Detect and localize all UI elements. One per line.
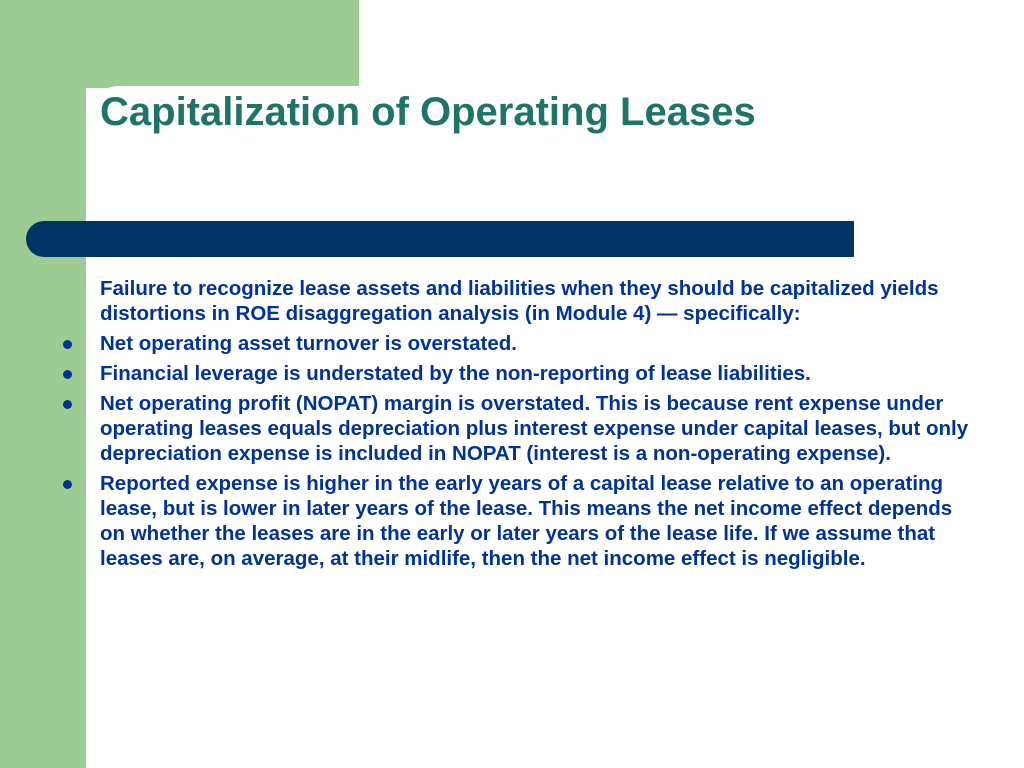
bullet-dot-icon bbox=[63, 480, 72, 489]
intro-paragraph: Failure to recognize lease assets and liabilities when they should be capitalized yields distortions in ROE disaggregation analysis (in Module 4) — specifically: bbox=[100, 277, 939, 325]
slide-title: Capitalization of Operating Leases bbox=[100, 90, 756, 134]
bullet-item bbox=[100, 361, 980, 386]
navy-divider-bar bbox=[26, 221, 854, 257]
bullet-item bbox=[100, 471, 980, 571]
bullet-list bbox=[100, 331, 980, 571]
green-accent-sidebar bbox=[0, 0, 86, 768]
bullet-dot-icon bbox=[63, 370, 72, 379]
slide-body bbox=[100, 276, 980, 576]
bullet-item bbox=[100, 331, 980, 356]
bullet-text: Net operating asset turnover is overstated. bbox=[100, 332, 517, 355]
bullet-dot-icon bbox=[63, 340, 72, 349]
bullet-dot-icon bbox=[63, 400, 72, 409]
bullet-text: Net operating profit (NOPAT) margin is overstated. This is because rent expense under operating leases equals depreciation plus interest expense under capital leases, but only depreciation expense is included in NOPAT (interest is a non-operating expense). bbox=[100, 392, 969, 465]
bullet-text: Financial leverage is understated by the non-reporting of lease liabilities. bbox=[100, 362, 811, 385]
bullet-text: Reported expense is higher in the early years of a capital lease relative to an operating lease, but is lower in later years of the lease. This means the net income effect depends on whether the leases are in the early or later years of the lease life. If we assume that leases are, on average, at their midlife, then the net income effect is negligible. bbox=[100, 472, 953, 570]
bullet-item bbox=[100, 391, 980, 466]
